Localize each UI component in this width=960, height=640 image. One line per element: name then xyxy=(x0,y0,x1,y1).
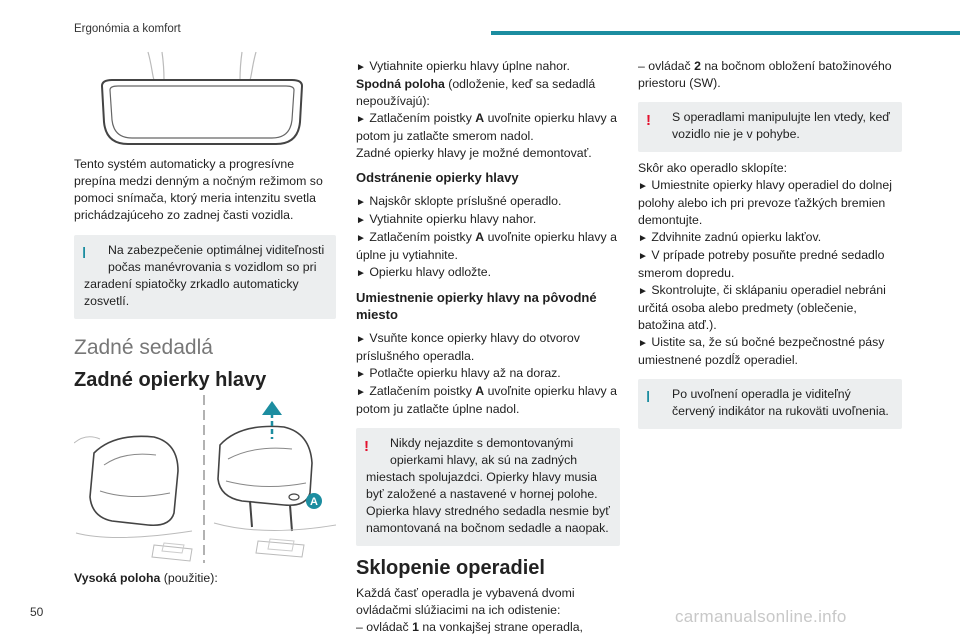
headrest-illustration xyxy=(74,393,336,565)
warning-note-headrest: ! Nikdy nejazdite s demontovanými opierkami hlavy, ak sú na zadných miestach spolujazdci. Opierky hlavy musia byť založené a nastavené v hornej polohe. Opierka hlavy stredného sedadla nesmie byť namontovaná na bočnom sedadle a naopak. xyxy=(356,428,620,546)
info-note-fold: ǀ Po uvoľnení operadla je viditeľný červený indikátor na rukoväti uvoľnenia. xyxy=(638,379,902,429)
warning-icon: ! xyxy=(364,438,369,455)
bullet-arrow-icon: ► xyxy=(356,62,366,73)
figure-label-a: A xyxy=(310,496,318,508)
step-pull-up: ► Vytiahnite opierku hlavy úplne nahor. xyxy=(356,59,570,73)
info-icon: ǀ xyxy=(82,245,87,262)
step-press-lock: ► Zatlačením poistky A uvoľnite opierku hlavy a potom ju zatlačte smerom nadol. xyxy=(356,111,617,143)
info-note-mirror xyxy=(74,235,336,319)
heading-removal: Odstránenie opierky hlavy xyxy=(356,170,519,185)
note-text-rest: zaradení spiatočky zrkadlo automaticky zosvetlí. xyxy=(84,277,299,308)
header-accent-bar xyxy=(491,31,960,35)
removable-note: Zadné opierky hlavy je možné demontovať. xyxy=(356,146,592,160)
running-header: Ergonómia a komfort xyxy=(74,23,181,35)
warning-note-fold: ! S operadlami manipulujte len vtedy, keď vozidlo nie je v pohybe. xyxy=(638,102,902,152)
note-text-first: Na zabezpečenie optimálnej viditeľnosti počas manévrovania s vozidlom so pri xyxy=(108,243,325,274)
low-position: Spodná poloha (odloženie, keď sa sedadlá nepoužívajú): xyxy=(356,77,596,108)
rear-mirror-illustration xyxy=(88,48,316,148)
section-title: Zadné sedadlá xyxy=(74,336,213,359)
fold-text: Každá časť operadla je vybavená dvomi ovládačmi slúžiacimi na ich odistenie: xyxy=(356,586,575,617)
column-3: – ovládač 2 na bočnom obložení batožinového priestoru (SW). ! S operadlami manipulujte len vtedy, keď vozidlo nie je v pohybe. Skôr ako operadlo sklopíte: ► Umiestnite opierky hlavy operadiel do dolnej polohy alebo ich pri prevoze ťažkých bremien demontujte. ► Zdvihnite zadnú opierku lakťov. ► V prípade potreby posuňte predné sedadlo smerom dopredu. ► Skontrolujte, či sklápaniu operadiel nebráni určitá osoba alebo predmety (oblečenie, batožina atď.). ► Uistite sa, že sú bočné bezpečnostné pásy umiestnené pozdĺž operadiel. ǀ Po uvoľnení operadla je viditeľný červený indikátor na rukoväti uvoľnenia. xyxy=(638,58,902,437)
mirror-description: Tento systém automaticky a progresívne prepína medzi denným a nočným režimom so pomoci snímača, ktorý meria intenzitu svetla prichádzajúceho zo zadnej časti vozidla. xyxy=(74,157,323,222)
subsection-title: Zadné opierky hlavy xyxy=(74,369,267,391)
figure-caption: Vysoká poloha (použitie): xyxy=(74,571,218,585)
column-1 xyxy=(74,150,336,389)
warning-icon: ! xyxy=(646,112,651,129)
before-fold: Skôr ako operadlo sklopíte: xyxy=(638,161,788,175)
info-icon: ǀ xyxy=(646,389,651,406)
watermark: carmanualsonline.info xyxy=(675,607,847,626)
fold-item-1: – ovládač 1 na vonkajšej strane operadla, xyxy=(356,620,583,634)
fold-item-2: – ovládač 2 na bočnom obložení batožinového priestoru (SW). xyxy=(638,59,892,90)
heading-fold: Sklopenie operadiel xyxy=(356,557,545,579)
column-2: ► Vytiahnite opierku hlavy úplne nahor. Spodná poloha (odloženie, keď sa sedadlá nepoužívajú): ► Zatlačením poistky A uvoľnite opierku hlavy a potom ju zatlačte smerom nadol. Zadné opierky hlavy je možné demontovať. Odstránenie opierky hlavy ► Najskôr sklopte príslušné operadlo. ► Vytiahnite opierku hlavy nahor. ► Zatlačením poistky A uvoľnite opierku hlavy a úplne ju vytiahnite. ► Opierku hlavy odložte. Umiestnenie opierky hlavy na pôvodné miesto ► Vsuňte konce opierky hlavy do otvorov príslušného operadla. ► Potlačte opierku hlavy až na doraz. ► Zatlačením poistky A uvoľnite opierku hlavy a potom ju zatlačte úplne nadol. ! Nikdy nejazdite s demontovanými opierkami hlavy, ak sú na zadných miestach spolujazdci. Opierky hlavy musia byť založené a nastavené v hornej polohe. Opierka hlavy stredného sedadla nesmie byť namontovaná na bočnom sedadle a naopak. Sklopenie operadiel Každá časť operadla je vybavená dvomi ovládačmi slúžiacimi na ich odistenie: – ovládač 1 na vonkajšej strane operadla, xyxy=(356,58,620,636)
page-number: 50 xyxy=(30,605,44,619)
heading-placement: Umiestnenie opierky hlavy na pôvodné miesto xyxy=(356,290,597,322)
